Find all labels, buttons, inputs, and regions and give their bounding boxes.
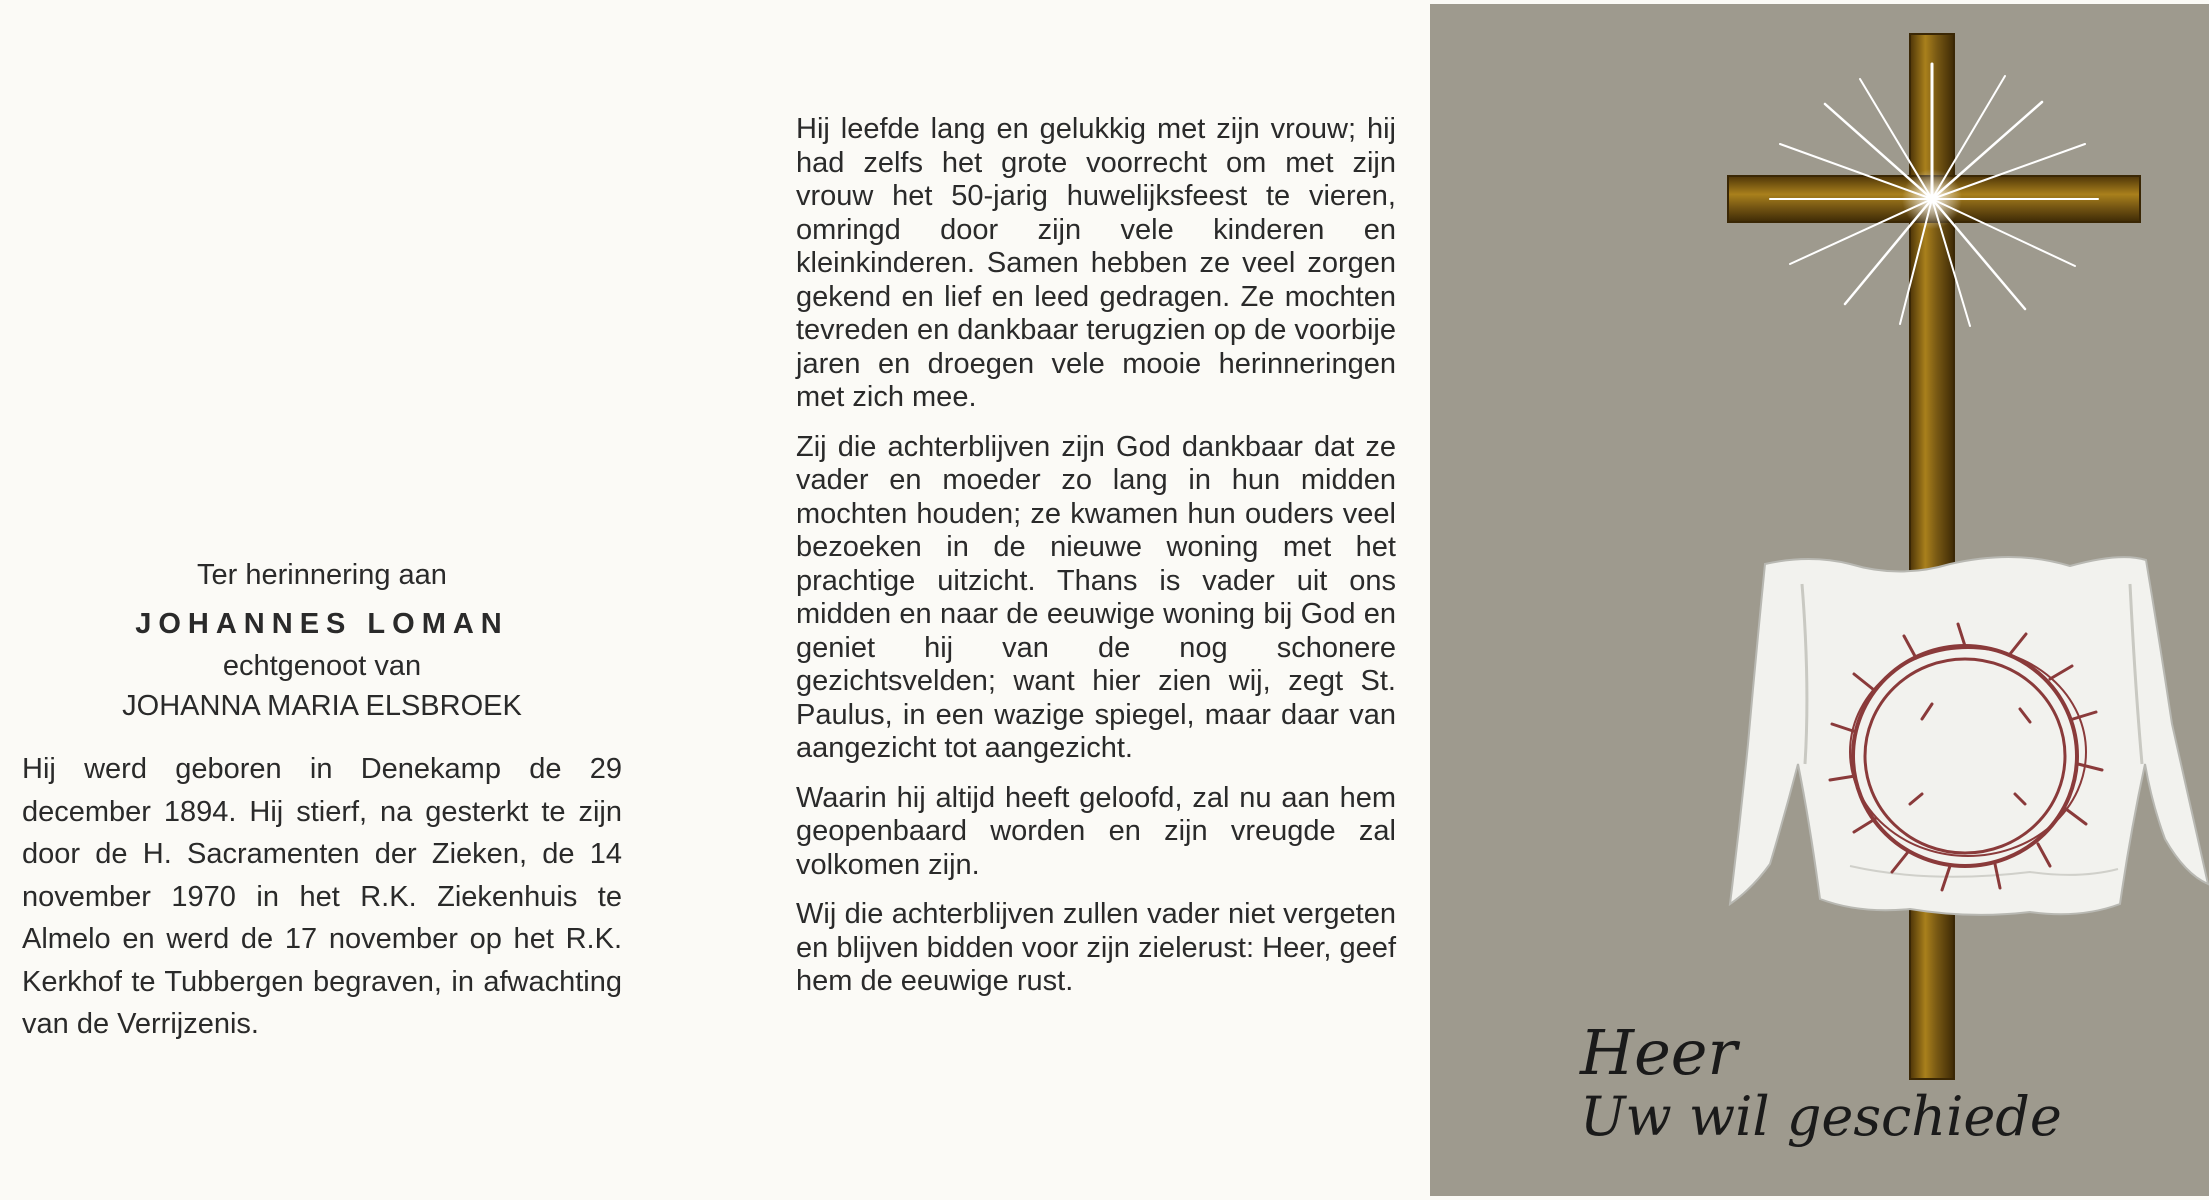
paragraph: Wij die achterblijven zullen vader niet vergeten en blijven bidden voor zijn zielerust: Heer, geef hem de eeuwige rust.	[796, 898, 1396, 997]
caption-line-2: Uw wil geschiede	[1580, 1085, 2062, 1148]
relation-text: echtgenoot van	[222, 650, 422, 682]
middle-panel	[700, 0, 1430, 1200]
memorial-text	[22, 555, 622, 1046]
caption	[1580, 1016, 2062, 1148]
caption-line-1: Heer	[1580, 1016, 1738, 1089]
meditation-text	[796, 113, 1396, 1015]
white-cloth	[1730, 557, 2208, 915]
deceased-name: JOHANNES LOMAN	[135, 608, 509, 640]
cross-illustration	[1430, 4, 2209, 1196]
left-panel	[0, 0, 700, 1200]
paragraph: Hij leefde lang en gelukkig met zijn vrouw; hij had zelfs het grote voorrecht om met zijn vrouw het 50-jarig huwelijksfeest te vieren, omringd door zijn vele kinderen en kleinkinderen. Samen hebben ze veel zorgen gekend en lief en leed gedragen. Ze mochten tevreden en dankbaar terugzien op de voorbije jaren en droegen vele mooie herinneringen met zich mee.	[796, 113, 1396, 413]
paragraph: Waarin hij altijd heeft geloofd, zal nu aan hem geopenbaard worden en zijn vreugde zal volkomen zijn.	[796, 781, 1396, 881]
biography-paragraph: Hij werd geboren in Denekamp de 29 december 1894. Hij stierf, na gesterkt te zijn door de H. Sacramenten der Zieken, de 14 november 1970 in het R.K. Ziekenhuis te Almelo en werd de 17 november op het R.K. Kerkhof te Tubbergen begraven, in afwachting van de Verrijzenis.	[22, 753, 622, 1040]
spouse-name: JOHANNA MARIA ELSBROEK	[122, 690, 522, 722]
devotional-image	[1430, 4, 2209, 1196]
light-glow	[1902, 169, 1962, 229]
intro-text: Ter herinnering aan	[197, 559, 447, 591]
paragraph: Zij die achterblijven zijn God dankbaar dat ze vader en moeder zo lang in hun midden mochten houden; ze kwamen hun ouders veel bezoeken in de nieuwe woning met het prachtige uitzicht. Thans is vader uit ons midden en naar de eeuwige woning bij God en geniet hij van de nog schonere gezichtsvelden; want hier zien wij, zegt St. Paulus, in een wazige spiegel, maar daar van aangezicht tot aangezicht.	[796, 430, 1396, 764]
